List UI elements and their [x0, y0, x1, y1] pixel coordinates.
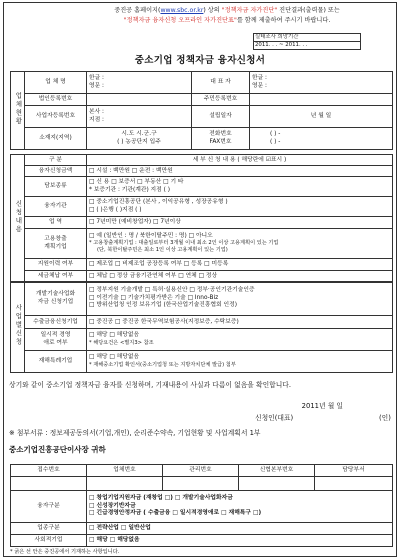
department-field[interactable] — [315, 477, 393, 491]
application-table: 신청내용 구 분 세 부 신 청 내 용 ( 해당란에 ☑표시 ) 융자신청금액 □ 시설 : 백만원 □ 운전 : 백만원 담보종류 □ 신 용 □ 보증서 □ 부동산 □ 기 타 * 보증기관 : 기관(계관) 지점 ( ) 융자기관 □ 중소기업진흥공단 (본사 , 이익공유형 , 성장공유형 ) □ ( )은행 ( )지점 ( ) 업 역 □ 7년미만 (예비창업자) □ 7년이상 고용창출 계획기업 □ 예 (일반인 : 명 / 북한이탈주민 : 명) □ 아니오 * 고용창출계획기업 : 대출일로부터 3개월 이내 최소 2인 이상 고용계획이 있는 기업 (단, 북한이탈주민은 최소 1인 이상 고용계획이 있는 기업) 지원이력 여부 □ 제조업 □ 비제조업 공장등록 여부 □ 등록 □ 미등록 세금체납 여부 □ 체납 □ 정상 금융기관연체 여부 □ 연체 □ 정상 — [10, 154, 393, 283]
lending-institution-options[interactable]: □ 중소기업진흥공단 (본사 , 이익공유형 , 성장공유형 ) □ ( )은행 ( )지점 ( ) — [87, 197, 393, 217]
survey-period-label: 실태조사 희망기간 — [254, 34, 361, 42]
apply-section-label: 신청내용 — [11, 155, 25, 283]
export-finance-options[interactable]: □ 중진공 □ 중진공 한국무역보험공사(지정보증, 수탁보증) — [87, 316, 393, 329]
disaster-options[interactable]: □ 해당 □ 해당없음 * 재해중소기업 확인서(중소기업청 또는 지방자치단체 발급) 첨부 — [87, 351, 393, 373]
date-line: 2011년 월 일 — [301, 402, 343, 410]
company-number-field[interactable] — [87, 477, 163, 491]
job-creation-options[interactable]: □ 예 (일반인 : 명 / 북한이탈주민 : 명) □ 아니오 * 고용창출계획기업 : 대출일로부터 3개월 이내 최소 2인 이상 고용계획이 있는 기업 (단, 북한이탈주민은 최소 1인 이상 고용계획이 있는 기업) — [87, 229, 393, 259]
office-use-table: 접수번호 업체번호 관리번호 신협본부번호 담당부서 융자구분 □ 창업기업지원자금 (재창업 □) □ 개발기술사업화자금 □ 신성장기반자금 □ 긴급경영안정자금 ( 수출금융 □ 일시적경영애로 □ 재해특구 □) 업종구분 □ 전략산업 □ 일반산업 사회적기업 □ 해당 □ 해당없음 — [10, 464, 393, 547]
biz-number-field[interactable]: 본사 : 지점 : — [87, 106, 192, 128]
declaration-text: 상기와 같이 중소기업 정책자금 융자를 신청하며, 기재내용이 사실과 다름이 없음을 확인합니다. — [9, 381, 291, 389]
loan-type-options[interactable]: □ 창업기업지원자금 (재창업 □) □ 개발기술사업화자금 □ 신성장기반자금 □ 긴급경영안정자금 ( 수출금융 □ 일시적경영애로 □ 재해특구 □) — [87, 491, 393, 523]
branch-number-field[interactable] — [239, 477, 315, 491]
address-field[interactable]: 시.도 시.군.구 ( ) 농공단지 입주 — [87, 128, 192, 150]
tech-options[interactable]: □ 정부지원 기술개발 □ 특허·실용신안 □ 정부·공인기관기술인증 □ 이전기술 □ 기술가치평가받은 기술 □ Inno-Biz □ 방위산업청 인정 보유기업 (한국산업기술진흥협회 인정) — [87, 282, 393, 316]
industry-type-options[interactable]: □ 전략산업 □ 일반산업 — [87, 523, 393, 535]
form-title: 중소기업 정책자금 융자신청서 — [134, 55, 266, 66]
business-age-options[interactable]: □ 7년미만 (예비창업자) □ 7년이상 — [87, 217, 393, 229]
survey-period-box — [253, 33, 361, 50]
company-section-label: 업체현황 — [11, 72, 25, 150]
application-form: 중진공 홈페이지(www.sbc.or.kr) 상의 "정책자금 자가진단" 진단결과(출력물) 또는 "정책자금 융자신청 오프라인 자가진단표"를 함께 제출하여 주시기 바랍니다. 실태조사 희망기간 2011. . . ~ 2011. . . 중소기업 정책자금 융자신청서 업체현황 업 체 명 한글 : 영문 : 대 표 자 한글 : 영문 : 법인등록번호 주민등록번호 사업자등록번호 본사 : 지점 : 설립일자 년 월 일 소재지(지역) 시.도 시.군.구 ( ) 농공단지 입주 전화번호 FAX번호 ( ) - ( ) - 신청내용 구 분 세 부 신 청 내 용 ( 해당란에 ☑표시 ) 융자신청금액 □ 시설 : 백만원 □ 운전 : 백만원 담보종류 □ 신 용 □ 보증서 □ 부동산 □ 기 타 * 보증기관 : 기관(계관) 지점 ( ) 융자기관 □ 중소기업진흥공단 (본사 , 이익공유형 , 성장공유형 ) □ ( )은행 ( )지점 ( ) 업 역 □ 7년미만 (예비창업자) □ 7년이상 고용창출 계획기업 □ 예 (일반인 : 명 / 북한이탈주민 : 명) □ 아니오 * 고용창출계획기업 : 대출일로부터 3개월 이내 최소 2인 이상 고용계획이 있는 기업 (단, 북한이탈주민은 최소 1인 이상 고용계획이 있는 기업) 지원이력 여부 □ 제조업 □ 비제조업 공장등록 여부 □ 등록 □ 미등록 세금체납 여부 □ 체납 □ 정상 금융기관연체 여부 □ 연체 □ 정상 사업별신청 개발기술사업화 자금 신청기업 □ 정부지원 기술개발 □ 특허·실용신안 □ 정부·공인기관기술인증 □ 이전기술 □ 기술가치평가받은 기술 □ Inno-Biz □ 방위산업청 인정 보유기업 (한국산업기술진흥협회 인정) 수출금융신청기업 □ 중진공 □ 중진공 한국무역보험공사(지정보증, 수탁보증) 일시적 경영 애로 여부 □ 해당 □ 해당없음 * 해당요건은 <별지3> 참조 재해특례기업 □ 해당 □ 해당없음 * 재해중소기업 확인서(중소기업청 또는 지방자치단체 발급) 첨부 상기와 같이 중소기업 정책자금 융자를 신청하며, 기재내용이 사실과 다름이 없음을 확인합니다. 2011년 월 일 신청인(대표) (인) ※ 첨부서류 : 정보제공동의서(기업,개인), 순리준수약속, 기업현황 및 사업계획서 1부 중소기업진흥공단이사장 귀하 접수번호 업체번호 관리번호 신협본부번호 담당부서 융자구분 □ 창업기업지원자금 (재창업 □) □ 개발기술사업화자금 □ 신성장기반자금 □ 긴급경영안정자금 ( 수출금융 □ 일시적경영애로 □ 재해특구 □) 업종구분 □ 전략산업 □ 일반산업 사회적기업 □ 해당 □ 해당없음 * 굵은 선 안은 중진공에서 기재하는 사항입니다. — [3, 2, 397, 557]
corp-number-field[interactable] — [87, 94, 192, 106]
addressee: 중소기업진흥공단이사장 귀하 — [9, 445, 106, 454]
phone-fax-field[interactable]: ( ) - ( ) - — [250, 128, 393, 150]
business-table: 사업별신청 개발기술사업화 자금 신청기업 □ 정부지원 기술개발 □ 특허·실용신안 □ 정부·공인기관기술인증 □ 이전기술 □ 기술가치평가받은 기술 □ Inno-Biz □ 방위산업청 인정 보유기업 (한국산업기술진흥협회 인정) 수출금융신청기업 □ 중진공 □ 중진공 한국무역보험공사(지정보증, 수탁보증) 일시적 경영 애로 여부 □ 해당 □ 해당없음 * 해당요건은 <별지3> 참조 재해특례기업 □ 해당 □ 해당없음 * 재해중소기업 확인서(중소기업청 또는 지방자치단체 발급) 첨부 — [10, 281, 393, 373]
social-enterprise-options[interactable]: □ 해당 □ 해당없음 — [87, 535, 393, 547]
submission-notice: 중진공 홈페이지(www.sbc.or.kr) 상의 "정책자금 자가진단" 진단결과(출력물) 또는 "정책자금 융자신청 오프라인 자가진단표"를 함께 제출하여 주시기 바랍니다. — [114, 7, 340, 24]
tax-arrears-options[interactable]: □ 체납 □ 정상 금융기관연체 여부 □ 연체 □ 정상 — [87, 271, 393, 283]
collateral-options[interactable]: □ 신 용 □ 보증서 □ 부동산 □ 기 타 * 보증기관 : 기관(계관) 지점 ( ) — [87, 177, 393, 197]
management-number-field[interactable] — [163, 477, 239, 491]
biz-section-label: 사업별신청 — [11, 282, 25, 373]
manufacturing-options[interactable]: □ 제조업 □ 비제조업 공장등록 여부 □ 등록 □ 미등록 — [87, 259, 393, 271]
resident-number-field[interactable] — [250, 94, 393, 106]
emergency-options[interactable]: □ 해당 □ 해당없음 * 해당요건은 <별지3> 참조 — [87, 329, 393, 351]
ceo-name-field[interactable]: 한글 : 영문 : — [250, 72, 393, 94]
seal-mark: (인) — [379, 414, 391, 422]
company-name-field[interactable]: 한글 : 영문 : — [87, 72, 192, 94]
website-link[interactable]: www.sbc.or.kr — [160, 7, 204, 14]
survey-period-field[interactable]: 2011. . . ~ 2011. . . — [254, 42, 361, 50]
footnote: * 굵은 선 안은 중진공에서 기재하는 사항입니다. — [10, 548, 120, 555]
established-date-field[interactable]: 년 월 일 — [250, 106, 393, 128]
company-info-table: 업체현황 업 체 명 한글 : 영문 : 대 표 자 한글 : 영문 : 법인등록번호 주민등록번호 사업자등록번호 본사 : 지점 : 설립일자 년 월 일 소재지(지역) 시.도 시.군.구 ( ) 농공단지 입주 전화번호 FAX번호 ( ) - ( ) - — [10, 71, 393, 150]
attachment-line: ※ 첨부서류 : 정보제공동의서(기업,개인), 순리준수약속, 기업현황 및 사업계획서 1부 — [9, 429, 261, 437]
amount-options[interactable]: □ 시설 : 백만원 □ 운전 : 백만원 — [87, 166, 393, 177]
receipt-number-field[interactable] — [11, 477, 87, 491]
